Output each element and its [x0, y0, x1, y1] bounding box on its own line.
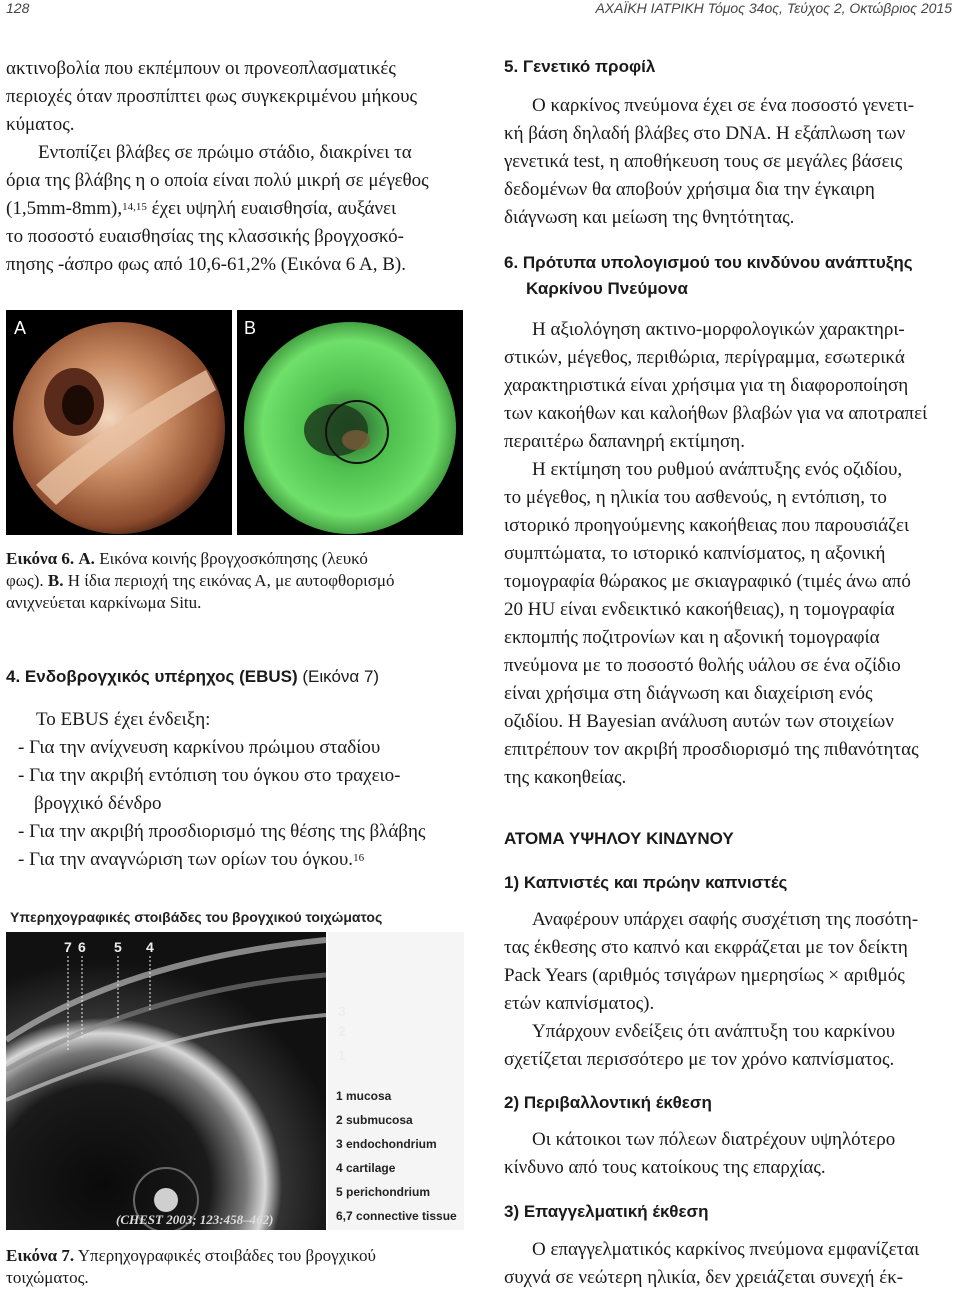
text-line: είναι χρήσιμα στη διάγνωση και διαχείριση ενός [504, 683, 873, 704]
lesion-paragraph [6, 139, 462, 279]
text-line: Οι κάτοικοι των πόλεων διατρέχουν υψηλότερο [532, 1129, 896, 1150]
caption-text: ανιχνεύεται καρκίνωμα Situ. [6, 593, 202, 612]
layer-number: 4 [146, 939, 154, 955]
risk-model-paragraph-1 [504, 316, 960, 456]
text-line: χαρακτηριστικά είναι χρήσιμα για τη διαφοροποίηση [504, 375, 909, 396]
figure-6-caption [6, 548, 462, 614]
text-line: συχνά σε νεώτερη ηλικία, δεν χρειάζεται συνεχή έκ- [504, 1267, 904, 1288]
caption-text: φως). [6, 571, 44, 590]
text-line: ιστορικό προηγούμενης κακοήθειας που παρουσιάζει [504, 515, 910, 536]
page-number: 128 [6, 0, 30, 16]
environmental-paragraph [504, 1126, 960, 1182]
heading-line: Καρκίνου Πνεύμονα [526, 279, 688, 298]
text-line: 20 HU είναι ενδεικτικό κακοήθειας), η τομογραφία [504, 599, 895, 620]
legend-item: 4 cartilage [336, 1161, 396, 1175]
occupational-heading: 3) Επαγγελματική έκθεση [504, 1202, 709, 1221]
heading-reference: (Εικόνα 7) [297, 667, 380, 686]
text-line: Pack Years (αριθμός τσιγάρων ημερησίως × αριθμός [504, 965, 905, 986]
heading-text: 4. Ενδοβρογχικός υπέρηχος (EBUS) [6, 667, 298, 686]
section-5-heading: 5. Γενετικό προφίλ [504, 57, 656, 76]
caption-text: Η ίδια περιοχή της εικόνας Α, με αυτοφθορισμό [63, 571, 395, 590]
text-line: Η αξιολόγηση ακτινο-μορφολογικών χαρακτηρι- [532, 319, 905, 340]
text-line: όρια της βλάβης η ο οποία είναι πολύ μικρή σε μέγεθος [6, 170, 429, 191]
section-4-heading [6, 664, 462, 690]
citation-superscript: 14,15 [122, 201, 147, 213]
citation-superscript: 16 [353, 852, 365, 864]
figure-7-image [6, 900, 464, 1230]
text-line: περαιτέρω δαπανηρή εκτίμηση. [504, 431, 745, 452]
legend-item: 1 mucosa [336, 1089, 392, 1103]
caption-sublabel: Β. [47, 571, 64, 590]
text-line: Αναφέρουν υπάρχει σαφής συσχέτιση της ποσότη- [532, 909, 919, 930]
panel-b-label: Β [244, 318, 257, 338]
text-line: πησης -άσπρο φως από 10,6-61,2% (Εικόνα 6 Α, Β). [6, 254, 406, 275]
layer-number: 1 [338, 1047, 346, 1063]
caption-label: Εικόνα 6. [6, 549, 75, 568]
text-line: Ο καρκίνος πνεύμονα έχει σε ένα ποσοστό γενετι- [532, 95, 915, 116]
caption-label: Εικόνα 7. [6, 1246, 75, 1265]
text-line [6, 195, 462, 223]
text-line: κίνδυνο από τους κατοίκους της επαρχίας. [504, 1157, 826, 1178]
caption-text: τοιχώματος. [6, 1268, 89, 1287]
legend-item: 2 submucosa [336, 1113, 413, 1127]
smokers-heading: 1) Καπνιστές και πρώην καπνιστές [504, 873, 788, 892]
text-fragment: (1,5mm-8mm), [6, 198, 123, 219]
legend-item: 6,7 connective tissue [336, 1209, 457, 1223]
smokers-paragraph-2 [504, 1018, 960, 1074]
list-item: βρογχικό δένδρο [34, 793, 162, 814]
text-line: Υπάρχουν ενδείξεις ότι ανάπτυξη του καρκίνου [532, 1021, 896, 1042]
panel-a-label: Α [14, 318, 27, 338]
text-line: ετών καπνίσματος). [504, 993, 655, 1014]
caption-text: Υπερηχογραφικές στοιβάδες του βρογχικού [74, 1246, 376, 1265]
text-line: πνεύμονα με το ποσοστό θολής υάλου σε ένα οζίδιο [504, 655, 901, 676]
layer-number: 3 [338, 1003, 346, 1019]
high-risk-heading: ΑΤΟΜΑ ΥΨΗΛΟΥ ΚΙΝΔΥΝΟΥ [504, 829, 734, 848]
heading-line: 6. Πρότυπα υπολογισμού του κινδύνου ανάπτυξης [504, 253, 913, 272]
occupational-paragraph [504, 1236, 960, 1292]
legend-item: 5 perichondrium [336, 1185, 431, 1199]
text-fragment: έχει υψηλή ευαισθησία, αυξάνει [146, 198, 397, 219]
figure-6 [6, 310, 463, 535]
text-line: κύματος. [6, 114, 75, 135]
layer-number: 6 [78, 939, 86, 955]
environmental-heading: 2) Περιβαλλοντική έκθεση [504, 1093, 712, 1112]
text-line: οζιδίου. Η Bayesian ανάλυση αυτών των στοιχείων [504, 711, 894, 732]
text-line: τας έκθεσης στο καπνό και εκφράζεται με τον δείκτη [504, 937, 908, 958]
list-item-text: - Για την αναγνώριση των ορίων του όγκου. [18, 849, 354, 870]
risk-model-paragraph-2 [504, 456, 960, 792]
caption-sublabel: Α. [78, 549, 95, 568]
text-line: της κακοηθείας. [504, 767, 627, 788]
text-line: στικών, μέγεθος, περιθώρια, περίγραμμα, εσωτερικά [504, 347, 905, 368]
ebus-indications [6, 706, 466, 874]
smokers-paragraph-1 [504, 906, 960, 1018]
figure-6-image [6, 310, 463, 535]
text-line: Εντοπίζει βλάβες σε πρώιμο στάδιο, διακρίνει τα [38, 142, 412, 163]
figure-7-citation: (CHEST 2003; 123:458–462) [116, 1212, 274, 1227]
figure-7-caption [6, 1245, 462, 1289]
list-item: - Για την ακριβή εντόπιση του όγκου στο τραχειο- [18, 765, 401, 786]
intro-paragraph [6, 55, 462, 139]
text-line: Το EBUS έχει ένδειξη: [36, 709, 211, 730]
text-line: ακτινοβολία που εκπέμπουν οι προνεοπλασματικές [6, 58, 396, 79]
text-line: διάγνωση και μείωση της θνητότητας. [504, 207, 795, 228]
layer-number: 7 [64, 939, 72, 955]
section-6-heading [504, 250, 960, 302]
legend-item: 3 endochondrium [336, 1137, 437, 1151]
text-line: δεδομένων θα αποβούν χρήσιμα δια την έγκαιρη [504, 179, 875, 200]
text-line: το ποσοστό ευαισθησίας της κλασσικής βρογχοσκό- [6, 226, 404, 247]
text-line: επιτρέπουν τον ακριβή προσδιορισμό της πιθανότητας [504, 739, 919, 760]
layer-number: 2 [338, 1023, 346, 1039]
figure-7-title: Υπερηχογραφικές στοιβάδες του βρογχικού τοιχώματος [10, 909, 383, 925]
genetic-profile-paragraph [504, 92, 960, 232]
text-line: Ο επαγγελματικός καρκίνος πνεύμονα εμφανίζεται [532, 1239, 920, 1260]
list-item: - Για την ανίχνευση καρκίνου πρώιμου σταδίου [18, 737, 381, 758]
text-line: το μέγεθος, η ηλικία του ασθενούς, η εντόπιση, το [504, 487, 887, 508]
text-line: των κακοήθων και καλοήθων βλαβών για να αποτραπεί [504, 403, 928, 424]
journal-title: ΑΧΑΪΚΗ ΙΑΤΡΙΚΗ Τόμος 34ος, Τεύχος 2, Οκτώβριος 2015 [595, 0, 952, 16]
text-line: Η εκτίμηση του ρυθμού ανάπτυξης ενός οζιδίου, [532, 459, 903, 480]
page-header [0, 0, 960, 30]
list-item: - Για την ακριβή προσδιορισμό της θέσης της βλάβης [18, 821, 426, 842]
text-line: σχετίζεται περισσότερο με τον χρόνο καπνίσματος. [504, 1049, 895, 1070]
figure-7 [6, 900, 464, 1230]
text-line: περιοχές όταν προσπίπτει φως συγκεκριμένου μήκους [6, 86, 418, 107]
text-line: τομογραφία θώρακος με σκιαγραφικό (τιμές άνω από [504, 571, 911, 592]
caption-text: Εικόνα κοινής βρογχοσκόπησης (λευκό [94, 549, 368, 568]
text-line: γενετικά test, η αποθήκευση τους σε μεγάλες βάσεις [504, 151, 903, 172]
list-item [6, 846, 466, 874]
layer-number: 5 [114, 939, 122, 955]
text-line: κή βάση δηλαδή βλάβες στο DNA. Η εξάπλωση των [504, 123, 906, 144]
text-line: συμπτώματα, το ιστορικό καπνίσματος, η αξονική [504, 543, 886, 564]
text-line: εκπομπής ποζιτρονίων και η αξονική τομογραφία [504, 627, 880, 648]
